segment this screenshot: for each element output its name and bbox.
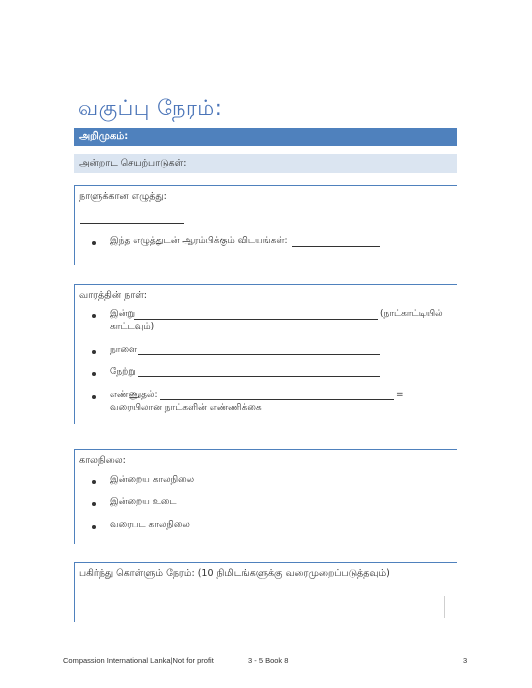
margin-mark xyxy=(444,596,445,618)
bullet-dot xyxy=(92,314,96,318)
weather-item: இன்றைய உடை xyxy=(110,497,177,507)
today-label: இன்று xyxy=(110,309,136,319)
footer-page-number: 3 xyxy=(463,656,468,665)
footer-book: 3 - 5 Book 8 xyxy=(248,656,289,665)
today-cont: காட்டவும்) xyxy=(110,322,155,332)
tomorrow-line xyxy=(138,354,380,355)
intro-bar: அறிமுகம்: xyxy=(74,128,457,146)
yesterday-label: நேற்று xyxy=(110,367,136,377)
writing-bullet xyxy=(110,236,288,247)
section-share xyxy=(74,562,457,622)
weather-item: இன்றைய காலநிலை xyxy=(110,475,195,485)
writing-bullet-label: இந்த எழுத்துடன் ஆரம்பிக்கும் விடயங்கள்: xyxy=(110,236,288,246)
page-title: வகுப்பு நேரம்: xyxy=(78,96,223,120)
activities-bar: அன்றாட செயற்பாடுகள்: xyxy=(74,154,457,173)
count-line xyxy=(160,399,394,400)
footer-org: Compassion International Lanka|Not for profit xyxy=(63,656,214,665)
writing-answer-line xyxy=(292,246,380,247)
bullet-dot xyxy=(92,372,96,376)
writing-blank-line xyxy=(80,223,184,224)
count-eq: = xyxy=(396,390,404,400)
bullet-dot xyxy=(92,480,96,484)
count-label: எண்ணுதல்: xyxy=(110,390,158,400)
section-writing-head: நாளுக்கான எழுத்து: xyxy=(79,191,167,202)
count-cont: வரையிலான நாட்களின் எண்ணிக்கை xyxy=(110,403,262,413)
bullet-dot xyxy=(92,502,96,506)
section-weather-head: காலநிலை: xyxy=(79,455,126,466)
bullet-dot xyxy=(92,525,96,529)
yesterday-line xyxy=(138,376,380,377)
section-days-head: வாரத்தின் நாள்: xyxy=(79,290,147,301)
bullet-dot xyxy=(92,241,96,245)
tomorrow-label: நாளை xyxy=(110,345,138,355)
bullet-dot xyxy=(92,350,96,354)
today-line xyxy=(134,319,378,320)
section-writing xyxy=(74,185,457,265)
section-share-head: பகிர்ந்து கொள்ளும் நேரம்: (10 நிமிடங்களுக்கு வரைமுறைப்படுத்தவும்) xyxy=(79,568,390,579)
bullet-dot xyxy=(92,395,96,399)
weather-item: வரைபட காலநிலை xyxy=(110,520,190,530)
today-suffix: (நாட்காட்டியில் xyxy=(380,309,443,319)
